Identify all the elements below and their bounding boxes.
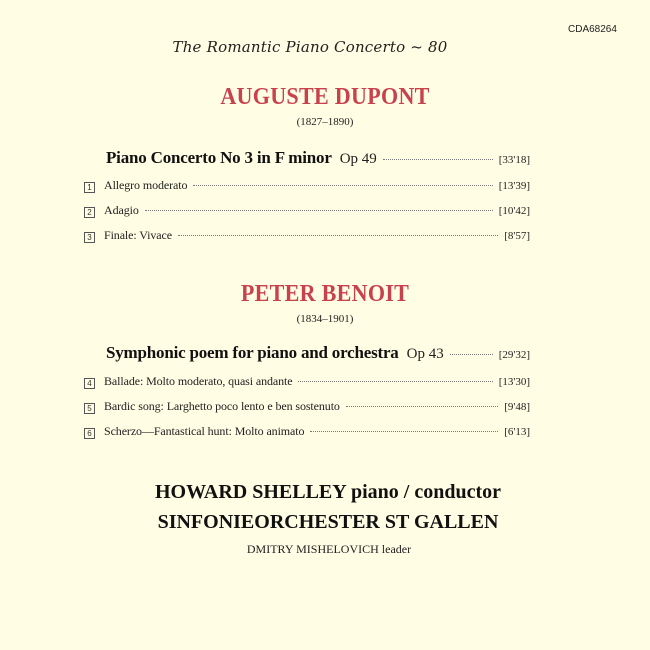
work-heading xyxy=(106,148,530,168)
soloist-role: piano / conductor xyxy=(350,481,501,503)
soloist-credit xyxy=(0,481,650,504)
work-title: Piano Concerto No 3 in F minor xyxy=(106,148,332,167)
dot-leader xyxy=(450,354,493,355)
track-number-box: 4 xyxy=(84,378,95,389)
track-duration: [6'13] xyxy=(504,426,530,438)
composer-dates: (1827–1890) xyxy=(296,116,354,128)
track-number-box: 6 xyxy=(84,428,95,439)
soloist-name: HOWARD SHELLEY xyxy=(155,481,346,503)
catalogue-number: CDA68264 xyxy=(568,24,617,35)
leader-name: DMITRY MISHELOVICH xyxy=(246,542,379,556)
track-duration: [13'39] xyxy=(498,180,530,192)
work-opus: Op 43 xyxy=(406,346,444,362)
track-title: Ballade: Molto moderato, quasi andante xyxy=(104,374,293,388)
work-duration: [29'32] xyxy=(498,349,530,361)
track-title: Allegro moderato xyxy=(104,178,188,192)
dot-leader xyxy=(178,235,498,236)
track-title: Bardic song: Larghetto poco lento e ben sostenuto xyxy=(104,399,340,413)
track-duration: [9'48] xyxy=(504,401,530,413)
composer-dates: (1834–1901) xyxy=(296,313,354,325)
track-number-box: 1 xyxy=(84,182,95,193)
dot-leader xyxy=(383,159,493,160)
track-row xyxy=(84,203,530,218)
work-duration: [33'18] xyxy=(498,154,530,166)
track-row xyxy=(84,424,530,439)
dot-leader xyxy=(145,210,493,211)
track-duration: [8'57] xyxy=(504,230,530,242)
track-row xyxy=(84,399,530,414)
orchestra-name: SINFONIEORCHESTER ST GALLEN xyxy=(157,511,499,533)
track-title: Scherzo—Fantastical hunt: Molto animato xyxy=(104,424,305,438)
track-row xyxy=(84,228,530,243)
track-title: Finale: Vivace xyxy=(104,228,172,242)
track-number-box: 2 xyxy=(84,207,95,218)
dot-leader xyxy=(298,381,492,382)
track-number-box: 3 xyxy=(84,232,95,243)
track-duration: [10'42] xyxy=(498,205,530,217)
series-title: The Romantic Piano Concerto ~ 80 xyxy=(172,38,448,56)
composer-name: PETER BENOIT xyxy=(240,281,410,307)
track-duration: [13'30] xyxy=(498,376,530,388)
dot-leader xyxy=(310,431,498,432)
dot-leader xyxy=(193,185,492,186)
track-title: Adagio xyxy=(104,203,139,217)
track-row xyxy=(84,178,530,193)
dot-leader xyxy=(346,406,498,407)
leader-credit xyxy=(0,542,650,557)
track-row xyxy=(84,374,530,389)
work-opus: Op 49 xyxy=(339,151,377,167)
composer-name: AUGUSTE DUPONT xyxy=(220,84,430,110)
track-number-box: 5 xyxy=(84,403,95,414)
leader-role: leader xyxy=(381,542,412,556)
work-heading xyxy=(106,343,530,363)
work-title: Symphonic poem for piano and orchestra xyxy=(106,343,399,362)
